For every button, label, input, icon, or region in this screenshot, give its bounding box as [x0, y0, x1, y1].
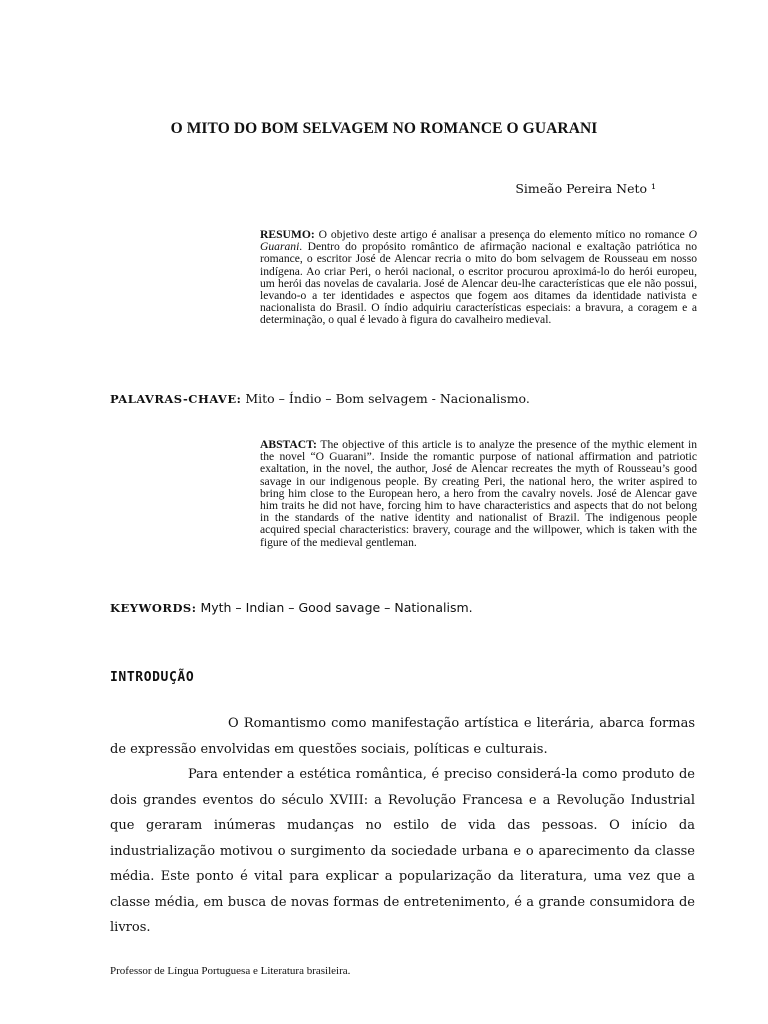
- abstract-text: The objective of this article is to analyze the presence of the mythic element in the novel “O Guarani”. Inside the romantic purpose of national affirmation and patriotic exaltation, in the novel, the author, José de Alencar recreates the myth of Rousseau’s good savage in our indigenous people. By creating Peri, the national hero, the writer aspired to bring him close to the European hero, a hero from the cavalry novels. José de Alencar gave him traits he did not have, forcing him to have characteristics and aspects that do not belong in the standards of the native identity and nationalist of Brazil. The indigenous people acquired special characteristics: bravery, courage and the willpower, which is taken with the figure of the medieval gentleman.: [260, 438, 697, 549]
- section-heading-introducao: INTRODUÇÃO: [110, 670, 195, 685]
- article-title: O MITO DO BOM SELVAGEM NO ROMANCE O GUARANI: [170, 120, 598, 137]
- footnote: Professor de Língua Portuguesa e Literatura brasileira.: [110, 965, 351, 977]
- resumo-italic-title: O Guarani: [260, 228, 697, 254]
- palavras-chave-value: Mito – Índio – Bom selvagem - Nacionalismo.: [241, 391, 530, 406]
- resumo-text-before: O objetivo deste artigo é analisar a presença do elemento mítico no romance: [314, 228, 689, 241]
- keywords-value: Myth – Indian – Good savage – Nationalism.: [196, 600, 473, 615]
- body-paragraph: Para entender a estética romântica, é preciso considerá-la como produto de dois grandes eventos do século XVIII: a Revolução Francesa e a Revolução Industrial que geraram inúmeras mudanças no estilo de vida das pessoas. O início da industrialização motivou o surgimento da sociedade urbana e o aparecimento da classe média. Este ponto é vital para explicar a popularização da literatura, uma vez que a classe média, em busca de novas formas de entretenimento, é a grande consumidora de livros.: [110, 767, 695, 935]
- resumo-text-after: . Dentro do propósito romântico de afirmação nacional e exaltação patriótica no romance, o escritor José de Alencar recria o mito do bom selvagem de Rousseau em nosso indígena. Ao criar Peri, o herói nacional, o escritor procurou aproximá-lo do herói europeu, um herói das novelas de cavalaria. José de Alencar deu-lhe características que ele não possui, levando-o a ter identidades e aspectos que fogem aos ditames da identidade nativista e nacionalista do Brasil. O índio adquiriu características especiais: a bravura, a coragem e a determinação, o qual é levado à figura do cavalheiro medieval.: [260, 240, 697, 327]
- author-name: Simeão Pereira Neto ¹: [515, 181, 656, 196]
- palavras-chave-label: PALAVRAS-CHAVE:: [110, 392, 242, 406]
- resumo-paragraph: [260, 229, 697, 327]
- palavras-chave-line: [110, 391, 670, 407]
- body-paragraph: O Romantismo como manifestação artística e literária, abarca formas de expressão envolvidas em questões sociais, políticas e culturais.: [110, 716, 695, 757]
- abstract-label: ABSTACT:: [260, 438, 317, 451]
- abstract-paragraph: [260, 439, 697, 549]
- keywords-label: KEYWORDS:: [110, 601, 197, 615]
- resumo-label: RESUMO:: [260, 228, 315, 241]
- keywords-line: [110, 600, 670, 616]
